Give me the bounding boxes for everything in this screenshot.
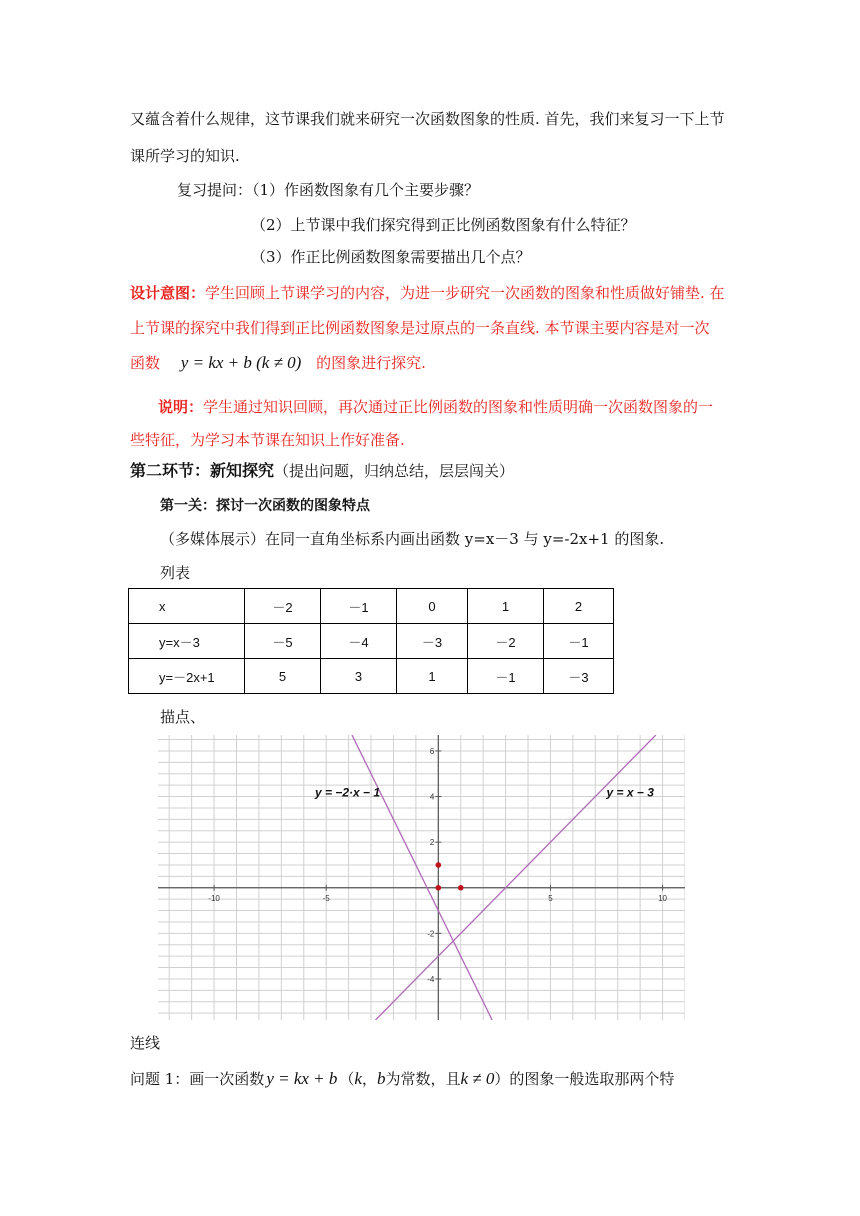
- design-intent-line-2: 上节课的探究中我们得到正比例函数图象是过原点的一条直线. 本节课主要内容是对一次: [130, 319, 710, 337]
- question1-k: k: [354, 1069, 362, 1088]
- table-row: [129, 659, 614, 694]
- value-table: [128, 588, 614, 694]
- review-question-1: [177, 179, 479, 201]
- note-text-1: 学生通过知识回顾，再次通过正比例函数的图象和性质明确一次函数图象的一: [203, 398, 714, 416]
- level1-instruction: （多媒体展示）在同一直角坐标系内画出函数 y=x－3 与 y=-2x+1 的图象.: [160, 530, 665, 548]
- y-tick-label: -4: [427, 974, 435, 984]
- note-label: 说明：: [158, 398, 204, 416]
- plot-label: 描点、: [160, 708, 206, 726]
- design-intent-post: 的图象进行探究.: [316, 354, 426, 372]
- table-cell: －5: [245, 624, 321, 659]
- x-tick-label: 10: [658, 893, 668, 903]
- data-point: [436, 862, 442, 868]
- table-row: [129, 589, 614, 624]
- data-point: [436, 885, 442, 891]
- design-intent-pre: 函数: [130, 354, 161, 372]
- review-label: 复习提问：: [177, 181, 253, 199]
- x-tick-label: -5: [322, 893, 330, 903]
- review-question-2: （2）上节课中我们探究得到正比例函数图象有什么特征？: [251, 216, 636, 234]
- question1-const: 为常数，且: [385, 1070, 461, 1088]
- table-cell: －1: [321, 589, 397, 624]
- table-cell: －3: [544, 659, 614, 694]
- section2-heading: [130, 460, 514, 482]
- question1-post: ）的图象一般选取那两个特: [494, 1070, 675, 1088]
- table-label: 列表: [160, 564, 191, 582]
- design-formula: y = kx + b (k ≠ 0): [180, 353, 302, 372]
- review-question-3: （3）作正比例函数图象需要描出几个点？: [251, 248, 531, 266]
- question-1: [130, 1068, 674, 1090]
- series-label: y = −2·x − 1: [314, 785, 381, 800]
- table-cell: x: [129, 589, 245, 624]
- section2-title: 第二环节：新知探究: [130, 461, 275, 480]
- series-label: y = x − 3: [606, 785, 654, 800]
- question1-cond: k ≠ 0: [460, 1069, 495, 1088]
- table-row: [129, 624, 614, 659]
- design-intent-line-1: [130, 282, 725, 304]
- design-intent-text-1: 学生回顾上节课学习的内容，为进一步研究一次函数的图象和性质做好铺垫. 在: [205, 284, 725, 302]
- function-graph: [158, 735, 685, 1020]
- table-cell: 3: [321, 659, 397, 694]
- data-point: [458, 885, 464, 891]
- note-line-2: 些特征，为学习本节课在知识上作好准备.: [130, 431, 405, 449]
- note-line-1: [158, 396, 713, 418]
- table-cell: －3: [397, 624, 468, 659]
- table-cell: －2: [245, 589, 321, 624]
- question1-mid: （: [339, 1070, 355, 1088]
- y-tick-label: 2: [429, 838, 435, 848]
- table-cell: －1: [544, 624, 614, 659]
- question1-pre: 问题 1：画一次函数: [130, 1070, 265, 1088]
- table-cell: －2: [468, 624, 544, 659]
- review-q1: （1）作函数图象有几个主要步骤？: [252, 181, 480, 199]
- table-cell: 2: [544, 589, 614, 624]
- intro-line-1: 又蕴含着什么规律，这节课我们就来研究一次函数图象的性质. 首先，我们来复习一下上节: [130, 110, 725, 128]
- section2-paren: （提出问题，归纳总结，层层闯关）: [274, 462, 515, 480]
- intro-line-2: 课所学习的知识.: [130, 147, 240, 165]
- question1-formula: y = kx + b: [266, 1069, 338, 1088]
- series-line: [376, 735, 656, 1020]
- table-cell: 1: [397, 659, 468, 694]
- table-cell: y=－2x+1: [129, 659, 245, 694]
- table-cell: 0: [397, 589, 468, 624]
- y-tick-label: 4: [429, 792, 435, 802]
- y-tick-label: 6: [429, 746, 435, 756]
- table-cell: y=x－3: [129, 624, 245, 659]
- x-tick-label: -10: [208, 893, 220, 903]
- table-cell: －4: [321, 624, 397, 659]
- question1-b: b: [376, 1069, 386, 1088]
- table-cell: －1: [468, 659, 544, 694]
- question1-comma: ，: [361, 1070, 377, 1088]
- level1-title: 第一关：探讨一次函数的图象特点: [160, 498, 370, 514]
- connect-label: 连线: [130, 1034, 161, 1052]
- series-line: [352, 735, 492, 1020]
- table-cell: 5: [245, 659, 321, 694]
- table-cell: 1: [468, 589, 544, 624]
- design-intent-label: 设计意图：: [130, 284, 206, 302]
- y-tick-label: -2: [427, 929, 435, 939]
- x-tick-label: 5: [548, 893, 553, 903]
- design-intent-line-3: [130, 352, 426, 374]
